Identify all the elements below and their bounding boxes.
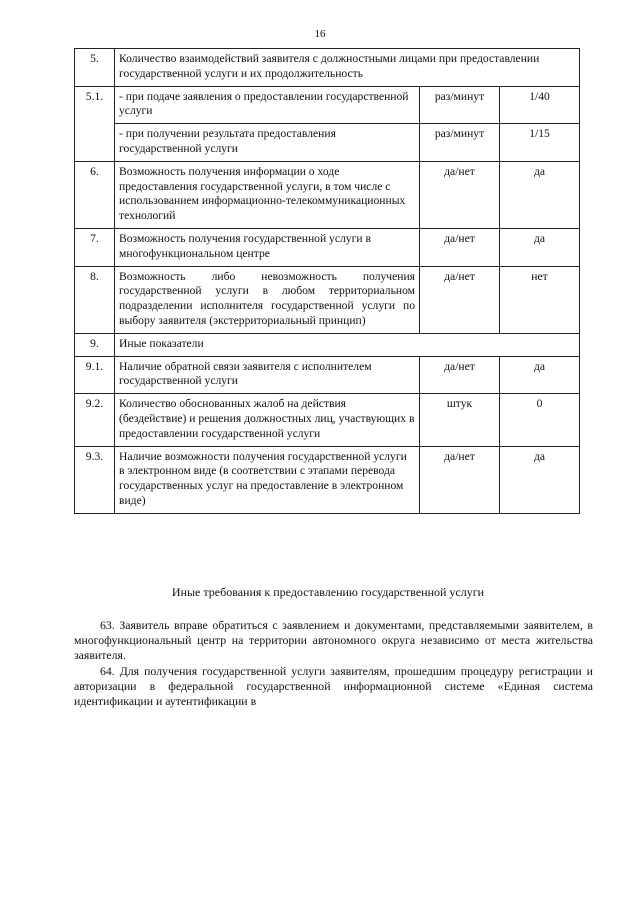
row-unit: да/нет [420, 266, 500, 333]
paragraph-64 [74, 664, 593, 708]
row-unit: раз/минут [420, 86, 500, 124]
row-number: 9.3. [75, 446, 115, 513]
row-description: Количество взаимодействий заявителя с должностными лицами при предоставлении государственной услуги и их продолжительность [115, 49, 580, 87]
indicators-table [74, 48, 580, 514]
row-unit: штук [420, 394, 500, 446]
table-row [75, 161, 580, 228]
row-number: 8. [75, 266, 115, 333]
table-row [75, 394, 580, 446]
row-value: да [500, 228, 580, 266]
row-unit: раз/минут [420, 124, 500, 162]
row-number: 6. [75, 161, 115, 228]
row-number: 5.1. [75, 86, 115, 161]
row-description: Возможность либо невозможность получения государственной услуги в любом территориальном подразделении исполнителя государственной услуги по выбору заявителя (экстерриториальный принцип) [115, 266, 420, 333]
table-row [75, 333, 580, 356]
table-row [75, 356, 580, 394]
row-unit: да/нет [420, 446, 500, 513]
row-number: 9.1. [75, 356, 115, 394]
row-value: да [500, 161, 580, 228]
row-description: Возможность получения информации о ходе предоставления государственной услуги, в том числе с использованием информационно-телекоммуникационных технологий [115, 161, 420, 228]
row-value: 0 [500, 394, 580, 446]
row-number: 9.2. [75, 394, 115, 446]
row-description: Количество обоснованных жалоб на действия (бездействие) и решения должностных лиц, участвующих в предоставлении государственной услуги [115, 394, 420, 446]
row-number: 7. [75, 228, 115, 266]
row-value: 1/15 [500, 124, 580, 162]
paragraph-63-text: 63. Заявитель вправе обратиться с заявлением и документами, представляемыми заявителем, в многофункциональный центр на территории автономного округа независимо от места жительства заявителя. [74, 618, 593, 662]
row-description: Возможность получения государственной услуги в многофункциональном центре [115, 228, 420, 266]
table-row [75, 49, 580, 87]
row-unit: да/нет [420, 161, 500, 228]
row-value: 1/40 [500, 86, 580, 124]
row-value: да [500, 446, 580, 513]
table-row [75, 86, 580, 124]
row-description: Наличие обратной связи заявителя с исполнителем государственной услуги [115, 356, 420, 394]
row-value: нет [500, 266, 580, 333]
row-unit: да/нет [420, 356, 500, 394]
table-row [75, 266, 580, 333]
row-description: Иные показатели [115, 333, 580, 356]
table-row [75, 446, 580, 513]
row-unit: да/нет [420, 228, 500, 266]
paragraph-63 [74, 618, 593, 662]
section-title: Иные требования к предоставлению государственной услуги [171, 585, 485, 599]
table-row [75, 228, 580, 266]
row-number: 9. [75, 333, 115, 356]
page-number: 16 [314, 28, 326, 40]
row-number: 5. [75, 49, 115, 87]
row-description: Наличие возможности получения государственной услуги в электронном виде (в соответствии с этапами перевода государственных услуг на предоставление в электронном виде) [115, 446, 420, 513]
table-row [75, 124, 580, 162]
row-value: да [500, 356, 580, 394]
paragraph-64-text: 64. Для получения государственной услуги заявителям, прошедшим процедуру регистрации и авторизации в федеральной государственной информационной системе «Единая система идентификации и аутентификации в [74, 664, 593, 708]
row-description: - при получении результата предоставления государственной услуги [115, 124, 420, 162]
row-description: - при подаче заявления о предоставлении государственной услуги [115, 86, 420, 124]
